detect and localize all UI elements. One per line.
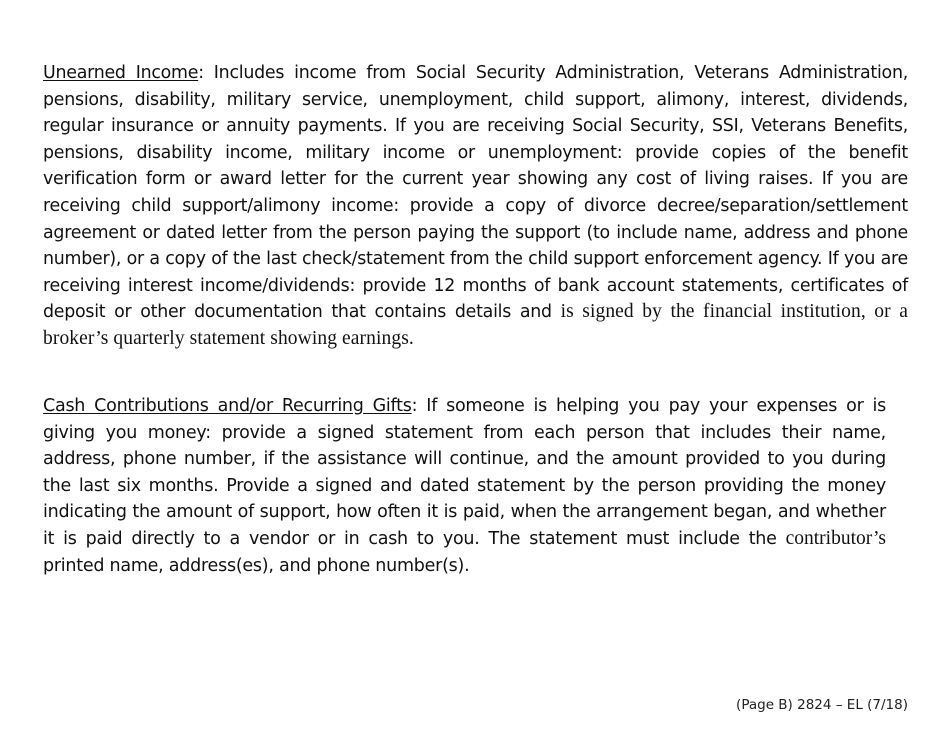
cash-contributions-colon: :	[411, 396, 418, 416]
unearned-income-body: Includes income from Social Security Administration, Veterans Administration, pensions, disability, military service, unemployment, child support, alimony, interest, dividends, regular insurance or annuity payments. If you are receiving Social Security, SSI, Veterans Benefits, pensions, disability income, military income or unemployment: provide copies of the benefit verification form or award letter for the current year showing any cost of living raises. If you are receiving child support/alimony income: provide a copy of divorce decree/separation/settlement agreement or dated letter from the person paying the support (to include name, address and phone number), or a copy of the last check/statement from the child support enforcement agency. If you are receiving interest income/dividends: provide 12 months of bank account statements, certificates of deposit or other documentation that contains details and	[43, 63, 908, 323]
cash-contributions-heading: Cash Contributions and/or Recurring Gifts	[43, 396, 412, 416]
cash-contributions-body-part1: If someone is helping you pay your expenses or is giving you money: provide a signed statement from each person that includes their name, address, phone number, if the assistance will continue, and the amount provided to you during the last six months. Provide a signed and dated statement by the person providing the money indicating the amount of support, how often it is paid, when the arrangement began, and whether it is paid directly to a vendor or in cash to you. The statement must include the	[43, 396, 886, 549]
unearned-income-heading: Unearned Income	[43, 63, 199, 83]
cash-contributions-contributor-word: contributor’s	[785, 527, 886, 549]
unearned-income-body-tail: is signed by the financial institution, or a broker’s quarterly statement showing earnings.	[43, 301, 908, 349]
cash-contributions-body-part2: printed name, address(es), and phone number(s).	[43, 555, 470, 576]
unearned-income-colon: :	[198, 63, 204, 83]
unearned-income-section	[43, 60, 908, 353]
cash-contributions-section	[43, 393, 886, 579]
page-footer: (Page B) 2824 – EL (7/18)	[736, 697, 908, 713]
